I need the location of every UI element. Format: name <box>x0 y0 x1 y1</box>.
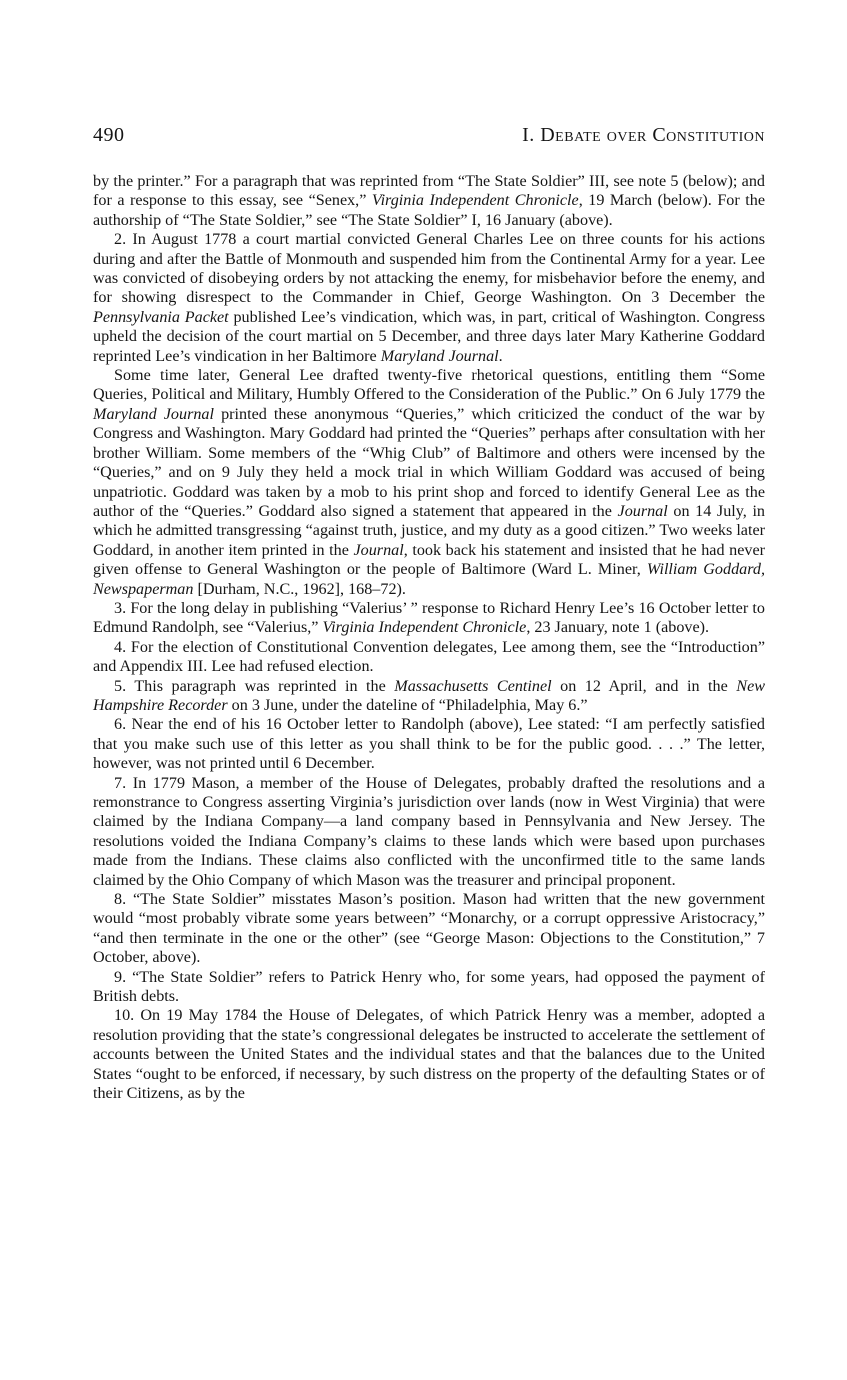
italic-title: Massachusetts Centinel <box>394 677 552 695</box>
footnote-text: on 12 April, and in the <box>551 677 737 695</box>
italic-title: Maryland Journal <box>380 347 499 365</box>
page-header <box>93 124 765 152</box>
italic-title: New Hampshire Recorder <box>93 677 765 714</box>
footnote-text: 10. On 19 May 1784 the House of Delegates, of which Patrick Henry was a member, adopted a resolution providing that the state’s congressional delegates be instructed to accelerate the settlement of accounts between the United States and the individual states and that the balances due to the United States “ought to be enforced, if necessary, by such distress on the property of the defaulting States or of their Citizens, as by the <box>93 1007 765 1103</box>
footnote-text: 5. This paragraph was reprinted in the <box>114 677 395 695</box>
footnotes-body <box>93 172 765 1104</box>
footnote-text: 9. “The State Soldier” refers to Patrick Henry who, for some years, had opposed the payment of British debts. <box>93 968 765 1006</box>
running-head-numeral: I. <box>522 124 535 146</box>
footnote-continuation <box>93 172 765 230</box>
italic-title: Virginia Independent Chronicle <box>371 192 579 210</box>
footnote-3 <box>93 599 765 638</box>
footnote-text: 3. For the long delay in publishing “Valerius’ ” response to Richard Henry Lee’s 16 October letter to Edmund Randolph, see “Valerius,” <box>93 599 765 637</box>
footnote-text: 4. For the election of Constitutional Convention delegates, Lee among them, see the “Introduction” and Appendix III. Lee had refused election. <box>93 638 765 676</box>
running-head <box>522 124 765 147</box>
footnote-text: 2. In August 1778 a court martial convicted General Charles Lee on three counts for his actions during and after the Battle of Monmouth and suspended him from the Continental Army for a year. Lee was convicted of disobeying orders by not attacking the enemy, for misbehavior before the enemy, and for showing disrespect to the Commander in Chief, George Washington. On 3 December the <box>93 231 765 307</box>
footnote-text: on 3 June, under the dateline of “Philadelphia, May 6.” <box>227 696 588 714</box>
footnote-10 <box>93 1006 765 1103</box>
footnote-text: published Lee’s vindication, which was, in part, critical of Washington. Congress upheld the decision of the court martial on 5 December, and three days later Mary Katherine Goddard reprinted Lee’s vindication in her Baltimore <box>93 308 765 365</box>
italic-title: Journal <box>353 541 404 559</box>
running-head-title: Debate over Constitution <box>540 124 765 146</box>
footnote-9 <box>93 968 765 1007</box>
italic-title: William Goddard, Newspaperman <box>93 561 765 598</box>
footnote-text: by the printer.” For a paragraph that was reprinted from “The State Soldier” III, see note 5 (below); and for a response to this essay, see “Senex,” <box>93 173 765 210</box>
footnote-text: 7. In 1779 Mason, a member of the House of Delegates, probably drafted the resolutions and a remonstrance to Congress asserting Virginia’s jurisdiction over lands (now in West Virginia) that were claimed by the Indiana Company—a land company based in Pennsylvania and New Jersey. The resolutions voided the Indiana Company’s claims to these lands which were based upon purchases made from the Indians. These claims also conflicted with the unconfirmed title to the same lands claimed by the Ohio Company of which Mason was the treasurer and principal proponent. <box>93 774 765 889</box>
italic-title: Maryland Journal <box>93 405 214 423</box>
footnote-2-continued <box>93 366 765 599</box>
footnote-text: 6. Near the end of his 16 October letter to Randolph (above), Lee stated: “I am perfectly satisfied that you make such use of this letter as you shall think to be for the public good. . . .” The letter, however, was not printed until 6 December. <box>93 716 765 773</box>
footnote-text: printed these anonymous “Queries,” which criticized the conduct of the war by Congress and Washington. Mary Goddard had printed the “Queries” perhaps after consultation with her brother William. Some members of the “Whig Club” of Baltimore and others were incensed by the “Queries,” and on 9 July they held a mock trial in which William Goddard was accused of being unpatriotic. Goddard was taken by a mob to his print shop and forced to identify General Lee as the author of the “Queries.” Goddard also signed a statement that appeared in the <box>93 405 765 520</box>
footnote-text: [Durham, N.C., 1962], 168–72). <box>193 580 406 598</box>
footnote-5 <box>93 677 765 716</box>
footnote-2 <box>93 230 765 366</box>
footnote-text: Some time later, General Lee drafted twenty-five rhetorical questions, entitling them “Some Queries, Political and Military, Humbly Offered to the Consideration of the Public.” On 6 July 1779 the <box>93 367 765 404</box>
footnote-8 <box>93 890 765 968</box>
footnote-4 <box>93 638 765 677</box>
footnote-6 <box>93 715 765 773</box>
page-number: 490 <box>93 124 125 146</box>
footnote-text: . <box>498 347 503 365</box>
footnote-text: 8. “The State Soldier” misstates Mason’s position. Mason had written that the new government would “most probably vibrate some years between” “Monarchy, or a corrupt oppressive Aristocracy,” “and then terminate in the one or the other” (see “George Mason: Objections to the Constitution,” 7 October, above). <box>93 891 765 967</box>
italic-title: Virginia Independent Chronicle <box>322 619 527 637</box>
footnote-text: , 19 March (below). For the authorship of “The State Soldier,” see “The State Soldier” I, 16 January (above). <box>93 192 765 229</box>
footnote-text: , took back his statement and insisted that he had never given offense to General Washington or the people of Baltimore (Ward L. Miner, <box>93 541 765 579</box>
italic-title: Pennsylvania Packet <box>93 308 229 326</box>
italic-title: Journal <box>617 502 668 520</box>
footnote-7 <box>93 774 765 890</box>
footnote-text: , 23 January, note 1 (above). <box>526 619 710 637</box>
footnote-text: on 14 July, in which he admitted transgressing “against truth, justice, and my duty as a good citizen.” Two weeks later Goddard, in another item printed in the <box>93 502 766 559</box>
